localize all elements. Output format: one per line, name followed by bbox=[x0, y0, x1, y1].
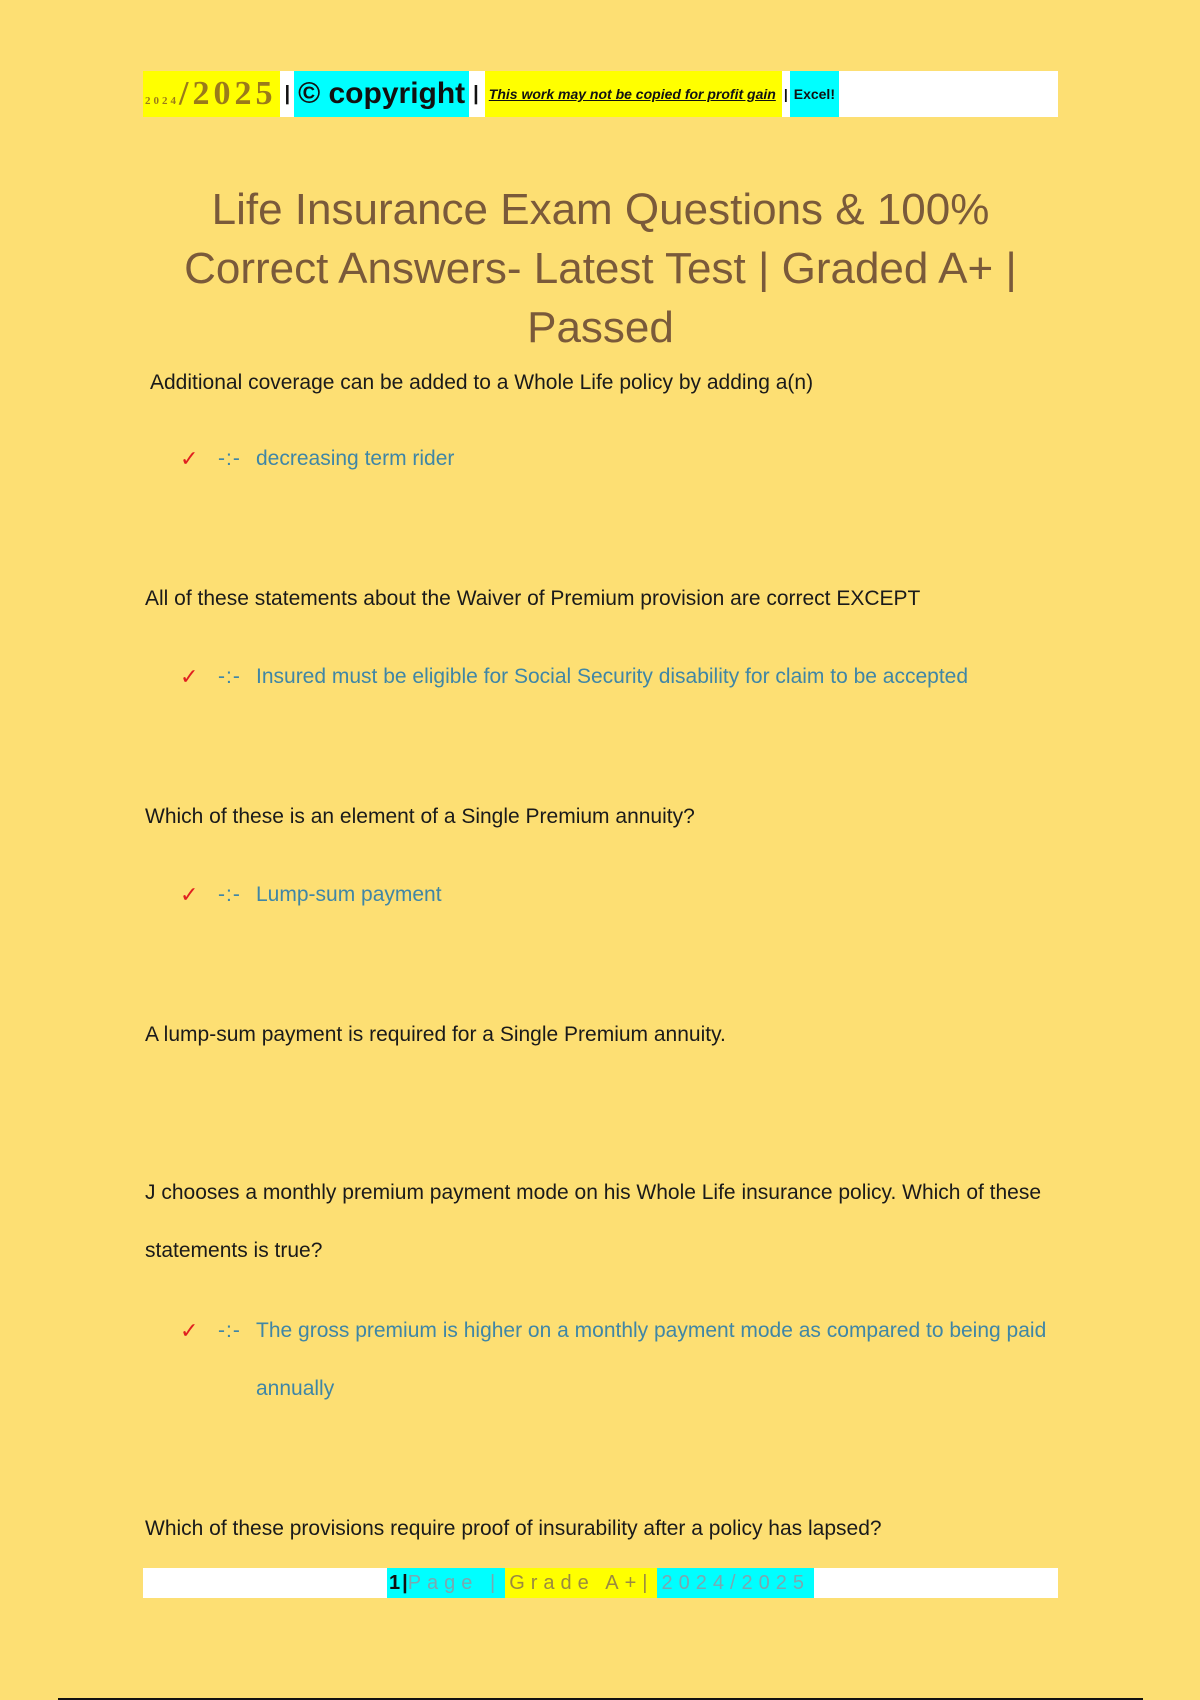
header-year-big: /2025 bbox=[179, 75, 277, 112]
page-footer bbox=[143, 1568, 1058, 1598]
answer-3 bbox=[180, 866, 1060, 924]
question-6: Which of these provisions require proof of insurability after a policy has lapsed? bbox=[145, 1517, 882, 1540]
answer-text: Insured must be eligible for Social Security disability for claim to be accepted bbox=[256, 665, 969, 688]
page-separator: | bbox=[400, 1568, 408, 1598]
question-3: Which of these is an element of a Single Premium annuity? bbox=[145, 805, 695, 828]
header-separator: | bbox=[473, 82, 479, 105]
copy-notice: This work may not be copied for profit gain bbox=[485, 71, 782, 117]
header-separator: | bbox=[783, 86, 788, 102]
answer-marker: -:- bbox=[218, 883, 241, 906]
header-separator: | bbox=[284, 82, 291, 105]
answer-2 bbox=[180, 648, 1060, 706]
page-number: 1 bbox=[387, 1568, 400, 1598]
question-2: All of these statements about the Waiver of Premium provision are correct EXCEPT bbox=[145, 587, 921, 610]
question-4: A lump-sum payment is required for a Single Premium annuity. bbox=[145, 1023, 726, 1046]
question-5: J chooses a monthly premium payment mode on his Whole Life insurance policy. Which of these statements is true? bbox=[145, 1181, 1042, 1262]
check-icon: ✓ bbox=[180, 1318, 199, 1343]
answer-text: The gross premium is higher on a monthly payment mode as compared to being paid annually bbox=[256, 1319, 1047, 1400]
copyright-header bbox=[143, 71, 1058, 117]
answer-marker: -:- bbox=[218, 665, 241, 688]
answer-marker: -:- bbox=[218, 1319, 241, 1342]
grade-label: Grade A+| bbox=[505, 1568, 657, 1598]
copyright-label: © copyright bbox=[294, 71, 469, 117]
excel-label: Excel! bbox=[790, 71, 839, 117]
header-year bbox=[143, 71, 280, 117]
footer-year: 2024/2025 bbox=[657, 1568, 814, 1598]
answer-marker: -:- bbox=[218, 447, 241, 470]
header-year-small: 2024 bbox=[145, 95, 179, 107]
answer-text: Lump-sum payment bbox=[256, 883, 442, 906]
check-icon: ✓ bbox=[180, 446, 199, 471]
answer-text: decreasing term rider bbox=[256, 447, 455, 470]
answer-1 bbox=[180, 430, 1060, 488]
answer-5 bbox=[180, 1302, 1060, 1418]
check-icon: ✓ bbox=[180, 664, 199, 689]
check-icon: ✓ bbox=[180, 882, 199, 907]
question-1: Additional coverage can be added to a Whole Life policy by adding a(n) bbox=[150, 371, 814, 394]
page-label: Page | bbox=[408, 1568, 505, 1598]
page-title: Life Insurance Exam Questions & 100% Correct Answers- Latest Test | Graded A+ | Passed bbox=[184, 185, 1017, 352]
